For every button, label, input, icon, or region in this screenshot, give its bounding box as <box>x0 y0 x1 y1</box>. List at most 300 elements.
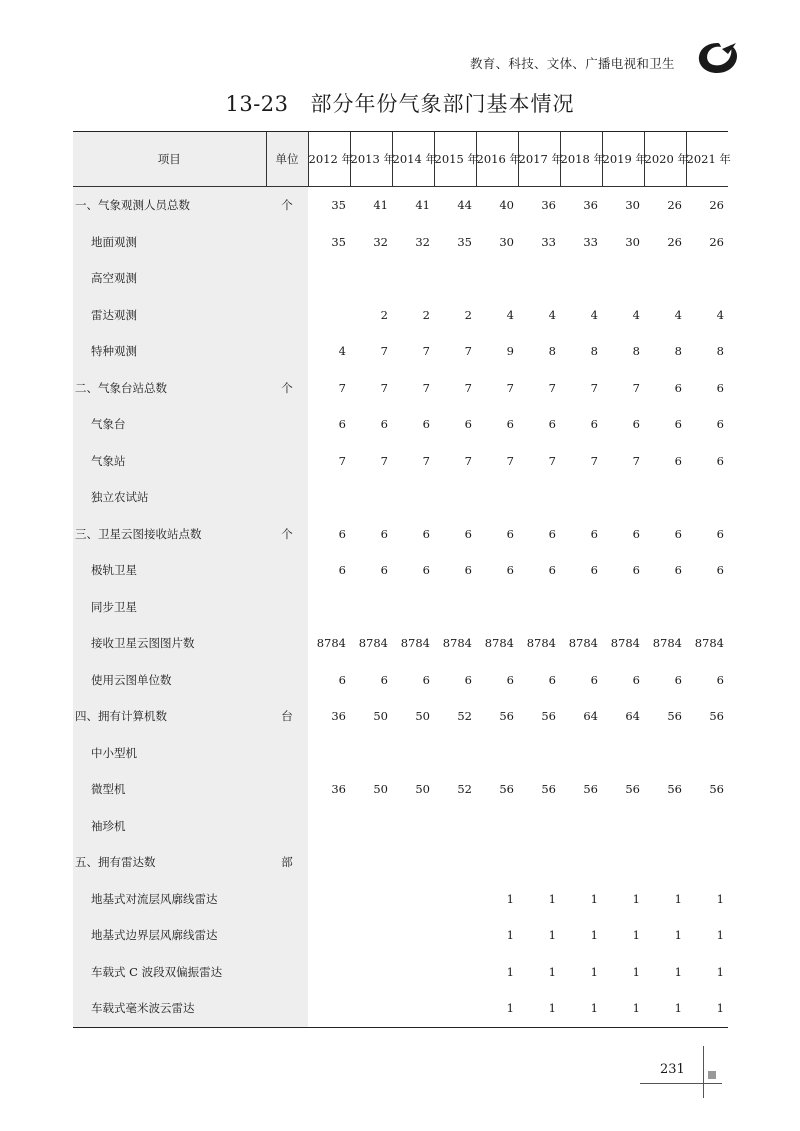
table-number: 13-23 <box>225 92 289 116</box>
cell-value <box>308 954 350 991</box>
cell-value: 41 <box>415 198 430 213</box>
cell-value <box>518 260 560 297</box>
row-unit: 个 <box>266 516 308 553</box>
cell-value: 7 <box>590 380 598 395</box>
cell-value: 1 <box>506 964 514 979</box>
cell-value <box>686 735 728 772</box>
cell-value: 6 <box>632 563 640 578</box>
row-unit <box>266 917 308 954</box>
table-row <box>73 881 728 918</box>
column-header-unit: 单位 <box>266 132 308 187</box>
cell-value <box>518 589 560 626</box>
cell-value: 1 <box>686 990 728 1027</box>
cell-value <box>392 735 434 772</box>
cell-value <box>644 735 686 772</box>
cell-value <box>476 260 518 297</box>
cell-value: 8 <box>716 344 724 359</box>
cell-value <box>476 808 518 845</box>
cell-value: 8 <box>632 344 640 359</box>
cell-value <box>560 479 602 516</box>
cell-value <box>392 808 434 845</box>
cell-value <box>308 917 350 954</box>
cell-value: 6 <box>590 417 598 432</box>
cell-value: 8784 <box>358 636 388 651</box>
cell-value <box>308 589 350 626</box>
cell-value: 40 <box>499 198 514 213</box>
row-label: 接收卫星云图图片数 <box>73 625 266 662</box>
table-row <box>73 516 728 553</box>
cell-value: 56 <box>709 709 724 724</box>
cell-value <box>686 808 728 845</box>
cell-value: 6 <box>590 563 598 578</box>
publisher-logo-icon <box>696 40 740 76</box>
cell-value: 7 <box>506 380 514 395</box>
table-row <box>73 771 728 808</box>
row-unit: 台 <box>266 698 308 735</box>
cell-value <box>560 808 602 845</box>
cell-value: 6 <box>422 672 430 687</box>
row-unit <box>266 990 308 1027</box>
table-row <box>73 406 728 443</box>
cell-value: 6 <box>422 526 430 541</box>
cell-value: 6 <box>548 417 556 432</box>
cell-value: 6 <box>464 526 472 541</box>
row-label: 一、气象观测人员总数 <box>73 187 266 224</box>
cell-value <box>602 589 644 626</box>
cell-value <box>476 479 518 516</box>
row-label: 地基式边界层风廓线雷达 <box>73 917 266 954</box>
cell-value <box>644 479 686 516</box>
cell-value: 50 <box>373 709 388 724</box>
cell-value: 50 <box>373 782 388 797</box>
column-header-year: 2019 年 <box>602 132 644 187</box>
table-row <box>73 662 728 699</box>
row-unit <box>266 771 308 808</box>
cell-value: 1 <box>674 928 682 943</box>
cell-value: 6 <box>380 563 388 578</box>
cell-value: 6 <box>506 526 514 541</box>
cell-value: 6 <box>380 417 388 432</box>
column-header-year: 2013 年 <box>350 132 392 187</box>
column-header-year: 2016 年 <box>476 132 518 187</box>
row-unit <box>266 260 308 297</box>
cell-value <box>434 917 476 954</box>
cell-value: 1 <box>644 990 686 1027</box>
cell-value: 7 <box>422 344 430 359</box>
row-unit <box>266 662 308 699</box>
cell-value: 1 <box>476 990 518 1027</box>
cell-value <box>686 844 728 881</box>
cell-value: 26 <box>709 234 724 249</box>
cell-value <box>392 917 434 954</box>
row-unit <box>266 443 308 480</box>
table-row <box>73 844 728 881</box>
cell-value <box>350 589 392 626</box>
cell-value: 6 <box>716 563 724 578</box>
cell-value: 1 <box>632 928 640 943</box>
cell-value: 8784 <box>568 636 598 651</box>
cell-value: 32 <box>415 234 430 249</box>
cell-value <box>350 844 392 881</box>
cell-value: 4 <box>338 344 346 359</box>
row-unit <box>266 297 308 334</box>
row-unit <box>266 552 308 589</box>
cell-value <box>686 260 728 297</box>
cell-value: 1 <box>602 990 644 1027</box>
table-row <box>73 224 728 261</box>
cell-value <box>434 808 476 845</box>
footer-square-icon <box>708 1071 716 1079</box>
cell-value: 6 <box>380 672 388 687</box>
cell-value: 30 <box>625 198 640 213</box>
cell-value: 8784 <box>610 636 640 651</box>
row-label: 三、卫星云图接收站点数 <box>73 516 266 553</box>
cell-value: 6 <box>338 526 346 541</box>
cell-value: 35 <box>331 198 346 213</box>
cell-value <box>602 260 644 297</box>
cell-value <box>350 881 392 918</box>
header-row <box>73 132 728 187</box>
row-unit: 个 <box>266 187 308 224</box>
cell-value: 1 <box>590 964 598 979</box>
cell-value: 8 <box>548 344 556 359</box>
cell-value: 4 <box>590 307 598 322</box>
cell-value: 4 <box>632 307 640 322</box>
cell-value: 7 <box>422 380 430 395</box>
cell-value: 1 <box>548 928 556 943</box>
cell-value: 36 <box>331 709 346 724</box>
column-header-year: 2017 年 <box>518 132 560 187</box>
cell-value: 7 <box>632 453 640 468</box>
column-header-year: 2015 年 <box>434 132 476 187</box>
row-unit <box>266 406 308 443</box>
cell-value: 6 <box>338 417 346 432</box>
row-unit <box>266 954 308 991</box>
column-header-year: 2012 年 <box>308 132 350 187</box>
cell-value: 7 <box>338 453 346 468</box>
column-header-year: 2021 年 <box>686 132 728 187</box>
row-label: 袖珍机 <box>73 808 266 845</box>
row-label: 极轨卫星 <box>73 552 266 589</box>
cell-value <box>308 808 350 845</box>
row-label: 四、拥有计算机数 <box>73 698 266 735</box>
cell-value: 8784 <box>694 636 724 651</box>
cell-value: 1 <box>506 928 514 943</box>
cell-value <box>308 260 350 297</box>
cell-value: 4 <box>506 307 514 322</box>
cell-value: 41 <box>373 198 388 213</box>
cell-value <box>560 844 602 881</box>
cell-value: 8784 <box>400 636 430 651</box>
cell-value: 8 <box>590 344 598 359</box>
table-row <box>73 479 728 516</box>
row-label: 二、气象台站总数 <box>73 370 266 407</box>
cell-value: 6 <box>716 453 724 468</box>
cell-value: 6 <box>674 563 682 578</box>
cell-value: 8784 <box>526 636 556 651</box>
table-row <box>73 735 728 772</box>
table-row <box>73 625 728 662</box>
cell-value: 6 <box>380 526 388 541</box>
column-header-year: 2014 年 <box>392 132 434 187</box>
cell-value <box>392 479 434 516</box>
cell-value <box>308 881 350 918</box>
cell-value <box>350 735 392 772</box>
table-row <box>73 589 728 626</box>
cell-value <box>308 990 350 1027</box>
cell-value: 2 <box>380 307 388 322</box>
cell-value: 7 <box>632 380 640 395</box>
cell-value: 7 <box>548 380 556 395</box>
cell-value <box>350 917 392 954</box>
table-row <box>73 552 728 589</box>
cell-value <box>560 589 602 626</box>
cell-value: 6 <box>506 672 514 687</box>
row-unit <box>266 333 308 370</box>
row-label: 微型机 <box>73 771 266 808</box>
row-unit <box>266 589 308 626</box>
cell-value <box>476 589 518 626</box>
cell-value <box>308 479 350 516</box>
cell-value <box>392 990 434 1027</box>
column-header-year: 2020 年 <box>644 132 686 187</box>
table-row <box>73 333 728 370</box>
cell-value: 1 <box>560 990 602 1027</box>
cell-value: 2 <box>422 307 430 322</box>
cell-value <box>350 808 392 845</box>
cell-value: 4 <box>716 307 724 322</box>
cell-value: 56 <box>499 782 514 797</box>
row-unit <box>266 808 308 845</box>
table-row <box>73 260 728 297</box>
row-label: 高空观测 <box>73 260 266 297</box>
cell-value: 6 <box>716 672 724 687</box>
cell-value: 8784 <box>652 636 682 651</box>
row-label: 同步卫星 <box>73 589 266 626</box>
cell-value: 6 <box>548 526 556 541</box>
cell-value <box>434 954 476 991</box>
cell-value: 36 <box>541 198 556 213</box>
table-row <box>73 917 728 954</box>
cell-value: 1 <box>632 964 640 979</box>
cell-value <box>518 844 560 881</box>
cell-value: 7 <box>380 344 388 359</box>
cell-value: 35 <box>331 234 346 249</box>
cell-value: 6 <box>422 563 430 578</box>
cell-value: 6 <box>632 672 640 687</box>
cell-value: 6 <box>716 526 724 541</box>
row-label: 车载式毫米波云雷达 <box>73 990 266 1027</box>
cell-value <box>392 589 434 626</box>
cell-value <box>518 808 560 845</box>
cell-value: 56 <box>625 782 640 797</box>
cell-value: 6 <box>464 563 472 578</box>
cell-value <box>392 844 434 881</box>
row-label: 地面观测 <box>73 224 266 261</box>
row-unit: 部 <box>266 844 308 881</box>
cell-value: 8784 <box>484 636 514 651</box>
cell-value: 56 <box>667 709 682 724</box>
cell-value: 7 <box>380 453 388 468</box>
cell-value: 6 <box>716 417 724 432</box>
cell-value: 6 <box>464 672 472 687</box>
cell-value: 8 <box>674 344 682 359</box>
cell-value: 8784 <box>316 636 346 651</box>
cell-value: 4 <box>548 307 556 322</box>
cell-value: 33 <box>583 234 598 249</box>
cell-value <box>518 479 560 516</box>
cell-value: 56 <box>709 782 724 797</box>
cell-value: 1 <box>632 891 640 906</box>
table-row <box>73 370 728 407</box>
row-unit <box>266 735 308 772</box>
cell-value: 1 <box>590 891 598 906</box>
cell-value: 6 <box>338 672 346 687</box>
cell-value: 6 <box>674 453 682 468</box>
table-row <box>73 297 728 334</box>
cell-value: 9 <box>506 344 514 359</box>
cell-value <box>518 735 560 772</box>
cell-value: 7 <box>506 453 514 468</box>
cell-value: 1 <box>674 964 682 979</box>
cell-value <box>392 260 434 297</box>
cell-value <box>602 735 644 772</box>
cell-value: 56 <box>541 782 556 797</box>
row-label: 使用云图单位数 <box>73 662 266 699</box>
footer-rule <box>640 1083 722 1084</box>
data-table <box>73 131 731 1028</box>
cell-value: 26 <box>667 234 682 249</box>
table-title-text: 部分年份气象部门基本情况 <box>310 92 575 116</box>
cell-value: 1 <box>518 990 560 1027</box>
cell-value <box>392 881 434 918</box>
cell-value: 6 <box>590 672 598 687</box>
cell-value: 6 <box>590 526 598 541</box>
cell-value: 1 <box>548 964 556 979</box>
cell-value <box>308 735 350 772</box>
row-label: 独立农试站 <box>73 479 266 516</box>
cell-value: 6 <box>338 563 346 578</box>
cell-value: 6 <box>674 380 682 395</box>
cell-value: 2 <box>464 307 472 322</box>
cell-value: 6 <box>548 672 556 687</box>
cell-value: 6 <box>464 417 472 432</box>
cell-value <box>434 881 476 918</box>
cell-value <box>560 260 602 297</box>
cell-value: 7 <box>590 453 598 468</box>
cell-value: 4 <box>674 307 682 322</box>
row-unit: 个 <box>266 370 308 407</box>
cell-value: 26 <box>667 198 682 213</box>
cell-value: 56 <box>541 709 556 724</box>
column-header-year: 2018 年 <box>560 132 602 187</box>
cell-value <box>476 844 518 881</box>
cell-value: 52 <box>457 709 472 724</box>
cell-value <box>602 808 644 845</box>
cell-value: 52 <box>457 782 472 797</box>
cell-value <box>350 990 392 1027</box>
cell-value: 6 <box>422 417 430 432</box>
cell-value: 6 <box>674 417 682 432</box>
cell-value: 8784 <box>442 636 472 651</box>
cell-value: 1 <box>548 891 556 906</box>
footer-rule-vertical <box>703 1046 704 1098</box>
cell-value: 1 <box>716 891 724 906</box>
cell-value <box>476 735 518 772</box>
page-number: 231 <box>660 1062 685 1077</box>
cell-value: 56 <box>499 709 514 724</box>
cell-value <box>686 479 728 516</box>
cell-value: 6 <box>506 563 514 578</box>
cell-value: 6 <box>716 380 724 395</box>
cell-value: 7 <box>464 453 472 468</box>
cell-value: 1 <box>716 964 724 979</box>
cell-value: 1 <box>506 891 514 906</box>
row-unit <box>266 881 308 918</box>
row-unit <box>266 479 308 516</box>
cell-value: 64 <box>625 709 640 724</box>
cell-value: 7 <box>380 380 388 395</box>
cell-value <box>350 479 392 516</box>
cell-value: 1 <box>590 928 598 943</box>
column-header-item: 项目 <box>73 132 266 187</box>
cell-value <box>350 260 392 297</box>
cell-value: 7 <box>338 380 346 395</box>
cell-value: 50 <box>415 782 430 797</box>
table-row <box>73 698 728 735</box>
cell-value: 50 <box>415 709 430 724</box>
cell-value <box>434 990 476 1027</box>
cell-value: 64 <box>583 709 598 724</box>
row-label: 车载式 C 波段双偏振雷达 <box>73 954 266 991</box>
cell-value: 6 <box>674 526 682 541</box>
cell-value <box>602 844 644 881</box>
cell-value <box>434 479 476 516</box>
table-row <box>73 443 728 480</box>
cell-value: 6 <box>674 672 682 687</box>
cell-value: 7 <box>422 453 430 468</box>
cell-value: 1 <box>674 891 682 906</box>
table-title <box>0 88 800 118</box>
cell-value: 44 <box>457 198 472 213</box>
cell-value: 7 <box>548 453 556 468</box>
cell-value: 6 <box>632 417 640 432</box>
cell-value <box>644 589 686 626</box>
table-row <box>73 990 728 1027</box>
cell-value <box>644 808 686 845</box>
cell-value <box>308 297 350 334</box>
cell-value: 6 <box>506 417 514 432</box>
cell-value: 35 <box>457 234 472 249</box>
table-row <box>73 808 728 845</box>
cell-value: 6 <box>632 526 640 541</box>
row-label: 地基式对流层风廓线雷达 <box>73 881 266 918</box>
cell-value: 33 <box>541 234 556 249</box>
cell-value: 32 <box>373 234 388 249</box>
cell-value: 30 <box>499 234 514 249</box>
cell-value <box>308 844 350 881</box>
cell-value <box>644 844 686 881</box>
cell-value: 26 <box>709 198 724 213</box>
cell-value: 7 <box>464 380 472 395</box>
row-label: 气象站 <box>73 443 266 480</box>
cell-value: 6 <box>548 563 556 578</box>
row-label: 气象台 <box>73 406 266 443</box>
cell-value <box>434 735 476 772</box>
cell-value: 56 <box>583 782 598 797</box>
cell-value: 1 <box>716 928 724 943</box>
cell-value <box>392 954 434 991</box>
